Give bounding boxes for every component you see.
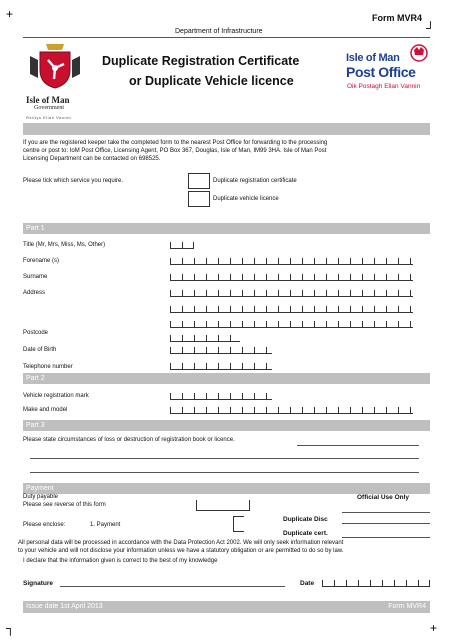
service-prompt: Please tick which service you require. [23, 178, 124, 184]
registration-label: Vehicle registration mark [23, 393, 89, 399]
po-logo-line1: Isle of Man [346, 52, 400, 64]
postcode-label: Postcode [23, 330, 49, 336]
circumstances-label: Please state circumstances of loss or destruction of registration book or licence. [23, 437, 235, 443]
po-logo-tagline: Oik Postagh Ellan Vannin [347, 83, 421, 90]
iom-logo-tagline: Reiltys Ellan Vannin [26, 115, 72, 120]
dob-input[interactable] [170, 346, 272, 354]
address-input-line2[interactable] [170, 305, 413, 313]
service-checkbox-certificate[interactable] [188, 173, 210, 189]
address-input-line1[interactable] [170, 289, 413, 297]
crop-mark-bottom-left: ┐ [6, 621, 15, 635]
official-use-line [342, 512, 430, 513]
circumstances-input-line3[interactable] [30, 472, 419, 473]
crop-mark-bottom-right: + [430, 621, 438, 635]
part3-heading: Part 3 [23, 420, 430, 431]
circumstances-input-line2[interactable] [30, 458, 419, 459]
header-divider [23, 37, 430, 38]
address-input-line3[interactable] [170, 320, 413, 328]
payment-checkbox[interactable] [233, 516, 244, 532]
post-office-logo [346, 42, 430, 97]
payment-heading: Payment [23, 483, 430, 494]
footer-bar [23, 601, 430, 613]
forename-input[interactable] [170, 257, 413, 265]
forename-label: Forename (s) [23, 258, 60, 264]
header-grey-bar [23, 123, 430, 135]
service-option-licence: Duplicate vehicle licence [213, 196, 279, 202]
signature-label: Signature [23, 580, 53, 587]
address-label: Address [23, 290, 46, 296]
declaration-date-input[interactable] [322, 579, 430, 587]
iom-government-logo [26, 40, 84, 120]
postcode-input[interactable] [170, 334, 240, 342]
duty-amount-box[interactable] [196, 500, 250, 511]
declaration-text: I declare that the information given is correct to the best of my knowledge [23, 558, 218, 564]
make-model-label: Make and model [23, 407, 68, 413]
footer-form-code: Form MVR4 [388, 603, 426, 610]
surname-input[interactable] [170, 273, 413, 281]
footer-issue-date: Issue date 1st April 2013 [26, 603, 103, 610]
crop-mark-top-left: + [6, 7, 14, 21]
iom-crest-icon [26, 40, 84, 90]
registration-input[interactable] [170, 392, 272, 400]
date-label: Date [300, 580, 315, 587]
part1-heading: Part 1 [23, 223, 430, 234]
enclose-item-payment: 1. Payment [90, 522, 121, 528]
dob-label: Date of Birth [23, 347, 57, 353]
form-title-line1: Duplicate Registration Certificate [102, 54, 300, 68]
iom-logo-name: Isle of Man [26, 95, 70, 105]
service-option-certificate: Duplicate registration certificate [213, 178, 297, 184]
form-code: Form MVR4 [372, 13, 423, 23]
iom-logo-government: Government [34, 105, 64, 111]
duplicate-cert-label: Duplicate cert. [283, 530, 328, 537]
title-label: Title (Mr, Mrs, Miss, Ms, Other) [23, 242, 106, 248]
title-input[interactable] [170, 241, 194, 249]
intro-text-line2: centre or post to: IoM Post Office, Licensing Agent, PO Box 367, Douglas, Isle of Man, IM99 3HA. Isle of Man Post [23, 148, 327, 154]
intro-text-line1: If you are the registered keeper take the completed form to the nearest Post Office for forwarding to the processing [23, 140, 328, 146]
crop-mark-top-right: ┘ [426, 21, 435, 35]
part2-heading: Part 2 [23, 373, 430, 384]
data-protection-text-line1: All personal data will be processed in accordance with the Data Protection Act 2002. We will only seek information relevant [18, 540, 344, 546]
phone-input[interactable] [170, 362, 272, 370]
po-logo-line2: Post Office [346, 64, 416, 80]
phone-label: Telephone number [23, 364, 73, 370]
duty-label: Duty payable [23, 494, 59, 500]
crown-badge-icon [410, 42, 428, 62]
enclose-label: Please enclose: [23, 522, 66, 528]
intro-text-line3: Licensing Department can be contacted on 698525. [23, 156, 161, 162]
reverse-label: Please see reverse of this form [23, 502, 106, 508]
official-use-label: Official Use Only [357, 494, 410, 501]
data-protection-text-line2: to your vehicle and will not disclose your information unless we have a statutory obligation or are permitted to do so by law. [18, 548, 344, 554]
signature-line[interactable] [60, 586, 285, 587]
duplicate-disc-label: Duplicate Disc [283, 516, 328, 523]
duplicate-cert-line[interactable] [342, 537, 430, 538]
department-name: Department of Infrastructure [175, 28, 263, 35]
circumstances-input-line1[interactable] [297, 445, 419, 446]
duplicate-disc-line[interactable] [342, 523, 430, 524]
form-title-line2: or Duplicate Vehicle licence [129, 74, 294, 88]
surname-label: Surname [23, 274, 48, 280]
service-checkbox-licence[interactable] [188, 191, 210, 207]
make-model-input[interactable] [170, 406, 413, 414]
